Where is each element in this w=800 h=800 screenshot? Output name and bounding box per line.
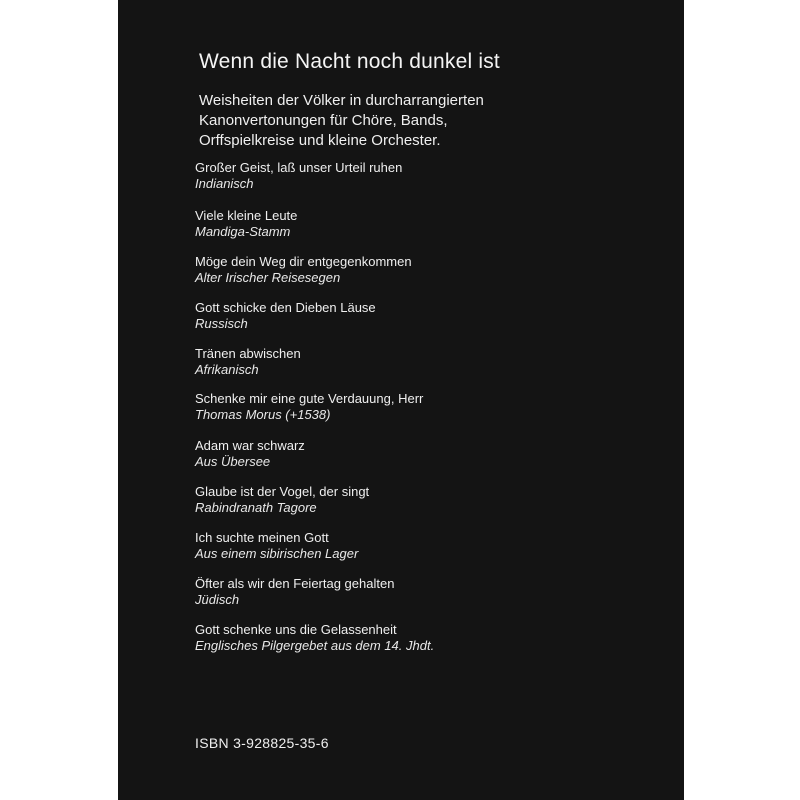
song-title: Glaube ist der Vogel, der singt	[195, 484, 370, 499]
song-entry	[195, 576, 394, 608]
song-origin: Thomas Morus (+1538)	[195, 407, 331, 422]
subtitle-line: Kanonvertonungen für Chöre, Bands,	[199, 112, 448, 129]
song-entry	[195, 254, 412, 286]
song-origin: Afrikanisch	[195, 362, 259, 377]
song-entry	[195, 622, 434, 654]
song-origin: Rabindranath Tagore	[195, 500, 317, 515]
song-entry	[195, 208, 297, 240]
song-origin: Jüdisch	[195, 592, 240, 607]
song-origin: Alter Irischer Reisesegen	[195, 270, 341, 285]
song-entry	[195, 300, 376, 332]
song-title: Ich suchte meinen Gott	[195, 530, 329, 545]
song-title: Möge dein Weg dir entgegenkommen	[195, 254, 412, 269]
song-entry	[195, 160, 402, 192]
song-entry	[195, 484, 369, 516]
back-cover	[118, 0, 684, 800]
song-entry	[195, 438, 305, 470]
song-origin: Russisch	[195, 316, 248, 331]
song-entry	[195, 391, 423, 423]
song-title: Gott schenke uns die Gelassenheit	[195, 622, 397, 637]
subtitle-line: Orffspielkreise und kleine Orchester.	[199, 132, 441, 149]
song-title: Großer Geist, laß unser Urteil ruhen	[195, 160, 403, 175]
song-origin: Aus einem sibirischen Lager	[195, 546, 359, 561]
song-title: Gott schicke den Dieben Läuse	[195, 300, 376, 315]
song-origin: Mandiga-Stamm	[195, 224, 291, 239]
song-title: Schenke mir eine gute Verdauung, Herr	[195, 391, 424, 406]
song-title: Viele kleine Leute	[195, 208, 298, 223]
isbn-number: ISBN 3-928825-35-6	[195, 735, 329, 751]
song-origin: Aus Übersee	[195, 454, 271, 469]
song-origin: Indianisch	[195, 176, 254, 191]
song-title: Tränen abwischen	[195, 346, 301, 361]
song-entry	[195, 530, 358, 562]
song-origin: Englisches Pilgergebet aus dem 14. Jhdt.	[195, 638, 435, 653]
song-title: Öfter als wir den Feiertag gehalten	[195, 576, 395, 591]
subtitle-line: Weisheiten der Völker in durcharrangierten	[199, 92, 484, 109]
song-title: Adam war schwarz	[195, 438, 305, 453]
book-title: Wenn die Nacht noch dunkel ist	[199, 50, 500, 73]
song-list	[118, 0, 684, 800]
song-entry	[195, 346, 301, 378]
